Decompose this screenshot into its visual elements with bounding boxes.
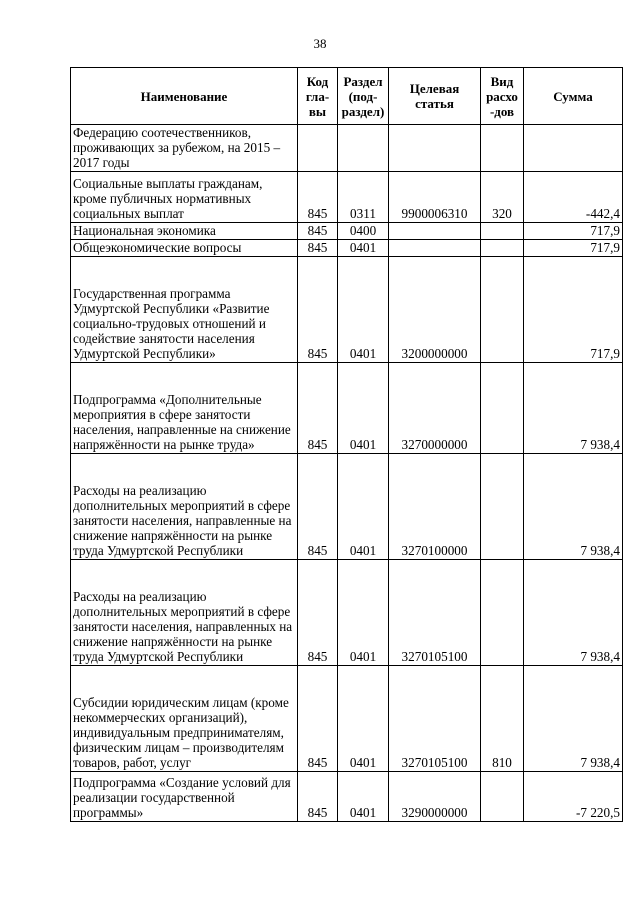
row-target	[389, 125, 481, 172]
row-target	[389, 222, 481, 239]
row-type	[481, 256, 524, 362]
header-section: Раздел (под- раздел)	[338, 68, 389, 125]
row-code: 845	[298, 771, 338, 821]
row-type	[481, 125, 524, 172]
row-section: 0400	[338, 222, 389, 239]
row-sum: -7 220,5	[524, 771, 623, 821]
row-target: 3290000000	[389, 771, 481, 821]
row-target: 3270105100	[389, 665, 481, 771]
table-header-row	[71, 68, 623, 125]
row-name: Социальные выплаты гражданам, кроме публичных нормативных социальных выплат	[71, 171, 298, 222]
row-code: 845	[298, 171, 338, 222]
row-name: Подпрограмма «Дополнительные мероприятия в сфере занятости населения, направленные на снижение напряжённости на рынке труда»	[71, 362, 298, 453]
row-code: 845	[298, 453, 338, 559]
row-target: 3270105100	[389, 559, 481, 665]
row-sum: 7 938,4	[524, 453, 623, 559]
row-type	[481, 453, 524, 559]
row-section: 0401	[338, 453, 389, 559]
row-name: Общеэкономические вопросы	[71, 239, 298, 256]
row-section	[338, 125, 389, 172]
row-target: 3270000000	[389, 362, 481, 453]
row-name: Субсидии юридическим лицам (кроме некоммерческих организаций), индивидуальным предпринимателям, физическим лицам – производителям товаров, работ, услуг	[71, 665, 298, 771]
row-name: Федерацию соотечественников, проживающих за рубежом, на 2015 – 2017 годы	[71, 125, 298, 172]
header-target: Целевая статья	[389, 68, 481, 125]
row-sum: 717,9	[524, 222, 623, 239]
row-sum: 717,9	[524, 239, 623, 256]
row-section: 0401	[338, 256, 389, 362]
table-row	[71, 222, 623, 239]
row-code: 845	[298, 362, 338, 453]
row-target: 9900006310	[389, 171, 481, 222]
row-type: 810	[481, 665, 524, 771]
table-row	[71, 453, 623, 559]
row-type: 320	[481, 171, 524, 222]
row-sum: 7 938,4	[524, 559, 623, 665]
table-row	[71, 665, 623, 771]
table-row	[71, 559, 623, 665]
row-sum	[524, 125, 623, 172]
header-sum: Сумма	[524, 68, 623, 125]
row-type	[481, 559, 524, 665]
row-code: 845	[298, 222, 338, 239]
row-sum: 7 938,4	[524, 362, 623, 453]
row-type	[481, 222, 524, 239]
header-type: Вид расхо -дов	[481, 68, 524, 125]
row-type	[481, 362, 524, 453]
row-name: Национальная экономика	[71, 222, 298, 239]
row-target: 3270100000	[389, 453, 481, 559]
row-code	[298, 125, 338, 172]
row-section: 0401	[338, 362, 389, 453]
budget-table	[70, 67, 623, 822]
row-target: 3200000000	[389, 256, 481, 362]
table-row	[71, 771, 623, 821]
row-section: 0401	[338, 559, 389, 665]
table-row	[71, 362, 623, 453]
row-name: Расходы на реализацию дополнительных мероприятий в сфере занятости населения, направленные на снижение напряжённости на рынке труда Удмуртской Республики	[71, 453, 298, 559]
table-row	[71, 239, 623, 256]
row-type	[481, 239, 524, 256]
header-code: Код гла- вы	[298, 68, 338, 125]
row-section: 0401	[338, 771, 389, 821]
table-row	[71, 256, 623, 362]
row-code: 845	[298, 559, 338, 665]
row-target	[389, 239, 481, 256]
row-section: 0311	[338, 171, 389, 222]
row-name: Государственная программа Удмуртской Республики «Развитие социально-трудовых отношений и содействие занятости населения Удмуртской Республики»	[71, 256, 298, 362]
row-sum: -442,4	[524, 171, 623, 222]
row-section: 0401	[338, 665, 389, 771]
row-name: Подпрограмма «Создание условий для реализации государственной программы»	[71, 771, 298, 821]
row-sum: 7 938,4	[524, 665, 623, 771]
table-row	[71, 125, 623, 172]
row-name: Расходы на реализацию дополнительных мероприятий в сфере занятости населения, направленных на снижение напряжённости на рынке труда Удмуртской Республики	[71, 559, 298, 665]
header-name: Наименование	[71, 68, 298, 125]
row-code: 845	[298, 256, 338, 362]
row-sum: 717,9	[524, 256, 623, 362]
table-row	[71, 171, 623, 222]
page-number: 38	[313, 36, 327, 51]
row-code: 845	[298, 239, 338, 256]
row-code: 845	[298, 665, 338, 771]
row-type	[481, 771, 524, 821]
row-section: 0401	[338, 239, 389, 256]
